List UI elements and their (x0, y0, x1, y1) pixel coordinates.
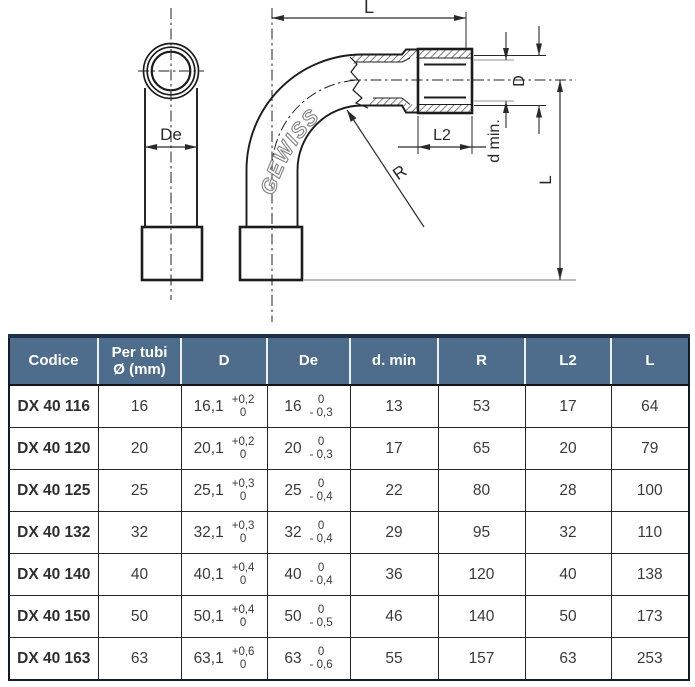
arrow-icon (503, 48, 509, 60)
cell-d: 16,1 +0,2 0 (181, 385, 267, 428)
header-r: R (438, 336, 525, 385)
cell-d-min: 46 (350, 596, 438, 638)
front-view (138, 8, 204, 300)
cell-d-min: 29 (350, 512, 438, 554)
cell-l: 173 (611, 596, 689, 638)
cell-d-min: 36 (350, 554, 438, 596)
cell-l2: 50 (525, 596, 611, 638)
cell-l: 100 (611, 470, 689, 512)
header-l: L (611, 336, 689, 385)
cell-de: 40 0 - 0,4 (267, 554, 350, 596)
cell-r: 120 (438, 554, 525, 596)
table-header (9, 336, 689, 385)
cell-d: 40,1 +0,4 0 (181, 554, 267, 596)
cell-l: 253 (611, 638, 689, 681)
arrow-icon (418, 144, 430, 150)
cell-per-tubi: 40 (98, 554, 181, 596)
cell-codice: DX 40 125 (9, 470, 98, 512)
cell-d-min: 55 (350, 638, 438, 681)
cell-de: 20 0 - 0,3 (267, 428, 350, 470)
dim-label-dmin: d min. (486, 119, 503, 163)
arrow-icon (536, 44, 542, 56)
header-codice: Codice (9, 336, 98, 385)
bend-view (240, 0, 576, 322)
cell-l: 110 (611, 512, 689, 554)
cell-per-tubi: 63 (98, 638, 181, 681)
cell-d-min: 17 (350, 428, 438, 470)
cell-codice: DX 40 163 (9, 638, 98, 681)
cell-l: 138 (611, 554, 689, 596)
dim-label-l-right: L (536, 175, 555, 185)
cell-d: 50,1 +0,4 0 (181, 596, 267, 638)
header-d-min: d. min (350, 336, 438, 385)
socket-top-wall-hatch (419, 50, 471, 59)
cell-d: 63,1 +0,6 0 (181, 638, 267, 681)
table-row (9, 470, 689, 512)
break-line (350, 57, 368, 108)
cell-r: 95 (438, 512, 525, 554)
cell-codice: DX 40 150 (9, 596, 98, 638)
cell-codice: DX 40 132 (9, 512, 98, 554)
cell-codice: DX 40 116 (9, 385, 98, 428)
cell-de: 32 0 - 0,4 (267, 512, 350, 554)
radius-line (347, 110, 424, 227)
cell-l2: 32 (525, 512, 611, 554)
cell-r: 53 (438, 385, 525, 428)
arrow-icon (145, 144, 157, 150)
arrow-icon (454, 15, 466, 21)
cell-r: 140 (438, 596, 525, 638)
elbow-conduit-drawing (0, 0, 695, 333)
arrow-icon (503, 101, 509, 113)
socket-block (240, 227, 302, 280)
cell-d-min: 13 (350, 385, 438, 428)
table-row (9, 512, 689, 554)
dim-label-d: D (511, 75, 528, 87)
cell-l2: 20 (525, 428, 611, 470)
arrow-icon (536, 106, 542, 118)
header-per-tubi: Per tubi Ø (mm) (98, 336, 181, 385)
header-de: De (267, 336, 350, 385)
cell-l: 79 (611, 428, 689, 470)
cell-l2: 63 (525, 638, 611, 681)
cell-de: 25 0 - 0,4 (267, 470, 350, 512)
cell-d: 20,1 +0,2 0 (181, 428, 267, 470)
cell-per-tubi: 16 (98, 385, 181, 428)
socket-bottom-wall-hatch (419, 105, 471, 113)
socket-end (418, 49, 472, 113)
cell-d: 25,1 +0,3 0 (181, 470, 267, 512)
cell-r: 80 (438, 470, 525, 512)
cell-per-tubi: 20 (98, 428, 181, 470)
arrow-icon (557, 80, 563, 92)
cell-l2: 17 (525, 385, 611, 428)
table-row (9, 596, 689, 638)
arrow-icon (185, 144, 197, 150)
gewiss-watermark: GEWISS (256, 104, 325, 198)
spec-table (8, 334, 690, 681)
dim-label-l2: L2 (433, 127, 451, 144)
arrow-icon (460, 144, 472, 150)
cell-codice: DX 40 120 (9, 428, 98, 470)
header-d: D (181, 336, 267, 385)
table-row (9, 638, 689, 681)
cell-de: 50 0 - 0,5 (267, 596, 350, 638)
cell-per-tubi: 50 (98, 596, 181, 638)
cell-codice: DX 40 140 (9, 554, 98, 596)
table-row (9, 554, 689, 596)
table-row (9, 428, 689, 470)
cell-per-tubi: 32 (98, 512, 181, 554)
arrow-icon (347, 110, 357, 122)
socket-block (142, 227, 202, 280)
table-row (9, 385, 689, 428)
dim-label-de: De (160, 125, 182, 144)
arrow-icon (557, 268, 563, 280)
cell-d: 32,1 +0,3 0 (181, 512, 267, 554)
cell-d-min: 22 (350, 470, 438, 512)
cell-l: 64 (611, 385, 689, 428)
dim-label-r: R (389, 161, 411, 184)
technical-drawing (0, 0, 695, 333)
cell-de: 63 0 - 0,6 (267, 638, 350, 681)
arrow-icon (272, 15, 284, 21)
cell-r: 65 (438, 428, 525, 470)
header-l2: L2 (525, 336, 611, 385)
cell-l2: 40 (525, 554, 611, 596)
cell-r: 157 (438, 638, 525, 681)
dim-label-l-top: L (363, 0, 375, 17)
cell-per-tubi: 25 (98, 470, 181, 512)
cell-l2: 28 (525, 470, 611, 512)
cell-de: 16 0 - 0,3 (267, 385, 350, 428)
